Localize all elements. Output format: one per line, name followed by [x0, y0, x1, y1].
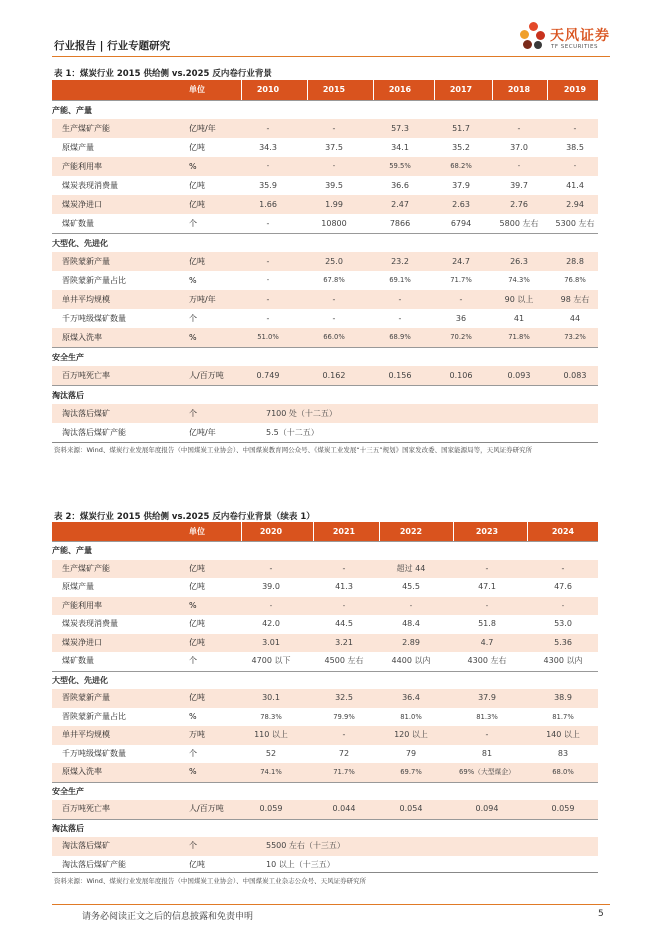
value-cell: - — [342, 601, 346, 610]
value-cell: 45.5 — [402, 582, 420, 591]
tf-securities-logo — [520, 22, 616, 58]
value-cell: 67.8% — [323, 276, 345, 284]
value-cell: 51.8 — [478, 619, 496, 628]
row-label: 煤炭表现消费量 — [62, 619, 118, 628]
value-cell: 2.63 — [452, 200, 470, 209]
row-label: 煤矿数量 — [62, 219, 94, 228]
value-cell: 4.7 — [480, 637, 494, 647]
value-cell: - — [398, 295, 402, 304]
row-label: 百万吨死亡率 — [62, 804, 110, 813]
value-cell: 30.1 — [262, 693, 280, 702]
value-cell: 71.7% — [333, 768, 355, 776]
value-cell: - — [573, 162, 577, 170]
value-cell: 68.9% — [389, 333, 411, 341]
value-cell: 140 以上 — [546, 730, 580, 739]
value-cell: 10800 — [321, 219, 347, 228]
section-row — [52, 782, 598, 801]
column-header: 2015 — [322, 85, 346, 94]
value-cell: 37.0 — [510, 143, 528, 152]
value-cell: 44.5 — [335, 619, 353, 628]
value-cell: 44 — [569, 314, 581, 323]
value-cell: 37.5 — [325, 143, 343, 152]
value-cell: 73.2% — [564, 333, 586, 341]
row-label: 原煤产量 — [62, 143, 94, 152]
value-cell: 2.89 — [402, 637, 420, 647]
table-row — [52, 708, 598, 727]
table-row — [52, 652, 598, 671]
table-header-row — [52, 522, 598, 541]
value-cell: 0.162 — [322, 371, 346, 380]
value-cell: 32.5 — [335, 693, 353, 702]
value-cell: 5800 左右 — [499, 219, 539, 228]
section-label: 产能、产量 — [52, 546, 92, 555]
value-cell: - — [342, 563, 346, 573]
section-row — [52, 541, 598, 560]
value-cell: - — [332, 295, 336, 304]
section-row — [52, 385, 598, 404]
table-row — [52, 837, 598, 856]
row-label: 淘汰落后煤矿产能 — [62, 428, 126, 437]
unit-cell: 亿吨 — [189, 637, 205, 647]
row-label: 晋陕蒙新产量占比 — [62, 276, 126, 285]
value-cell: 59.5% — [389, 162, 411, 170]
section-row — [52, 347, 598, 366]
value-cell: 69.1% — [389, 276, 411, 284]
column-header: 2010 — [256, 85, 280, 94]
page-number: 5 — [598, 909, 604, 919]
value-cell: 38.9 — [554, 693, 572, 702]
value-cell: 69%（大型煤企） — [459, 768, 515, 776]
unit-cell: 个 — [189, 314, 197, 323]
row-label: 千万吨级煤矿数量 — [62, 314, 126, 323]
row-label: 晋陕蒙新产量 — [62, 257, 110, 266]
footer-rule — [52, 904, 610, 905]
value-cell: - — [342, 730, 346, 739]
value-cell: 0.059 — [259, 804, 283, 813]
value-cell: 41.4 — [566, 181, 584, 190]
value-cell: - — [269, 601, 273, 610]
value-cell: 51.0% — [257, 333, 279, 341]
value-cell: - — [332, 124, 336, 133]
table-row — [52, 404, 598, 423]
column-separator — [527, 522, 528, 541]
value-cell: 1.66 — [259, 200, 277, 209]
column-header: 单位 — [189, 527, 205, 536]
value-cell: 41.3 — [335, 582, 353, 591]
value-cell: - — [573, 124, 577, 133]
row-label: 淘汰落后煤矿产能 — [62, 859, 126, 869]
value-cell: 3.01 — [262, 637, 280, 647]
value-cell: 72 — [338, 748, 350, 758]
section-row — [52, 100, 598, 119]
unit-cell: % — [189, 711, 197, 721]
value-cell: - — [266, 257, 270, 266]
row-label: 单井平均规模 — [62, 295, 110, 304]
column-header: 2020 — [259, 527, 283, 536]
logo-english-name: TF SECURITIES — [551, 44, 598, 50]
column-separator — [241, 522, 242, 541]
value-cell: - — [266, 314, 270, 323]
value-cell: 57.3 — [391, 124, 409, 133]
row-label: 淘汰落后煤矿 — [62, 841, 110, 850]
value-cell: 51.7 — [452, 124, 470, 133]
value-cell: 5500 左右（十三五） — [266, 841, 345, 850]
unit-cell: 个 — [189, 409, 197, 418]
value-cell: 0.093 — [507, 371, 531, 380]
unit-cell: 亿吨 — [189, 257, 205, 266]
table2 — [52, 522, 598, 874]
value-cell: 4700 以下 — [251, 656, 291, 665]
value-cell: 0.094 — [475, 804, 499, 813]
value-cell: 39.0 — [262, 582, 280, 591]
table-row — [52, 252, 598, 271]
value-cell: 39.7 — [510, 181, 528, 190]
value-cell: 81 — [481, 748, 493, 758]
row-label: 煤炭净进口 — [62, 200, 102, 209]
row-label: 产能利用率 — [62, 600, 102, 610]
column-header: 2021 — [332, 527, 356, 536]
unit-cell: 亿吨 — [189, 200, 205, 209]
column-separator — [492, 80, 493, 100]
section-label: 大型化、先进化 — [52, 239, 108, 248]
value-cell: 3.21 — [335, 637, 353, 647]
column-separator — [434, 80, 435, 100]
value-cell: - — [561, 601, 565, 610]
value-cell: - — [459, 295, 463, 304]
column-separator — [313, 522, 314, 541]
value-cell: 7866 — [389, 219, 411, 228]
value-cell: 110 以上 — [254, 730, 288, 739]
value-cell: 70.2% — [450, 333, 472, 341]
value-cell: 81.3% — [476, 712, 498, 721]
value-cell: 28.8 — [566, 257, 584, 266]
value-cell: 36.6 — [391, 181, 409, 190]
value-cell: 0.749 — [256, 371, 280, 380]
unit-cell: % — [189, 276, 197, 285]
value-cell: 74.3% — [508, 276, 530, 284]
table-row — [52, 195, 598, 214]
unit-cell: 亿吨 — [189, 181, 205, 190]
table1 — [52, 80, 598, 442]
unit-cell: 亿吨 — [189, 563, 205, 573]
value-cell: - — [269, 563, 273, 573]
value-cell: 38.5 — [566, 143, 584, 152]
column-header: 2022 — [399, 527, 423, 536]
unit-cell: 万吨 — [189, 730, 205, 739]
section-label: 产能、产量 — [52, 106, 92, 115]
value-cell: 2.94 — [566, 200, 584, 209]
unit-cell: 亿吨 — [189, 859, 205, 869]
column-header: 单位 — [189, 85, 205, 94]
column-separator — [453, 522, 454, 541]
table-row — [52, 328, 598, 347]
unit-cell: 亿吨/年 — [189, 124, 216, 133]
value-cell: 4500 左右 — [324, 656, 364, 665]
value-cell: 35.2 — [452, 143, 470, 152]
value-cell: 0.059 — [551, 804, 575, 813]
value-cell: 120 以上 — [394, 730, 428, 739]
unit-cell: 个 — [189, 656, 197, 665]
value-cell: 4300 左右 — [467, 656, 507, 665]
unit-cell: 亿吨 — [189, 143, 205, 152]
row-label: 淘汰落后煤矿 — [62, 409, 110, 418]
column-separator — [307, 80, 308, 100]
row-label: 煤炭表现消费量 — [62, 181, 118, 190]
row-label: 煤矿数量 — [62, 656, 94, 665]
value-cell: 83 — [557, 748, 569, 758]
value-cell: 2.47 — [391, 200, 409, 209]
section-label: 安全生产 — [52, 786, 84, 796]
value-cell: 71.7% — [450, 276, 472, 284]
section-row — [52, 233, 598, 252]
table-row — [52, 271, 598, 290]
value-cell: 90 以上 — [504, 295, 534, 304]
value-cell: 53.0 — [554, 619, 572, 628]
table-row — [52, 214, 598, 233]
row-label: 产能利用率 — [62, 162, 102, 171]
value-cell: 37.9 — [478, 693, 496, 702]
value-cell: 0.054 — [399, 804, 423, 813]
section-label: 大型化、先进化 — [52, 675, 108, 685]
value-cell: 0.083 — [563, 371, 587, 380]
table-row — [52, 800, 598, 819]
table2-bottom-rule — [52, 872, 598, 873]
value-cell: - — [409, 601, 413, 610]
value-cell: 5300 左右 — [555, 219, 595, 228]
value-cell: 78.3% — [260, 712, 282, 721]
value-cell: - — [561, 563, 565, 573]
table-row — [52, 119, 598, 138]
unit-cell: % — [189, 333, 197, 342]
value-cell: 0.106 — [449, 371, 473, 380]
unit-cell: 个 — [189, 841, 197, 850]
value-cell: - — [332, 162, 336, 170]
column-header: 2023 — [475, 527, 499, 536]
row-label: 百万吨死亡率 — [62, 371, 110, 380]
value-cell: - — [266, 124, 270, 133]
unit-cell: 亿吨 — [189, 693, 205, 702]
value-cell: - — [398, 314, 402, 323]
table-row — [52, 763, 598, 782]
unit-cell: % — [189, 600, 197, 610]
value-cell: 25.0 — [325, 257, 343, 266]
value-cell: 5.5（十二五） — [266, 428, 319, 437]
table-row — [52, 597, 598, 616]
unit-cell: 个 — [189, 748, 197, 758]
table2-caption: 表 2：煤炭行业 2015 供给侧 vs.2025 反内卷行业背景（续表 1） — [54, 512, 315, 522]
row-label: 原煤入洗率 — [62, 767, 102, 776]
value-cell: 41 — [513, 314, 525, 323]
table-row — [52, 366, 598, 385]
value-cell: 36.4 — [402, 693, 420, 702]
row-label: 生产煤矿产能 — [62, 124, 110, 133]
table-row — [52, 138, 598, 157]
value-cell: 24.7 — [452, 257, 470, 266]
table-header-row — [52, 80, 598, 100]
value-cell: 47.6 — [554, 582, 572, 591]
value-cell: 74.1% — [260, 768, 282, 776]
value-cell: - — [266, 276, 270, 284]
value-cell: - — [266, 295, 270, 304]
unit-cell: 亿吨 — [189, 619, 205, 628]
table-row — [52, 157, 598, 176]
table1-source-note: 资料来源：Wind、煤炭行业发展年度报告（中国煤炭工业协会）、中国煤炭教育网公众号、《煤炭工业发展“十三五”规划》国家发改委、国家能源局等，天风证券研究所 — [54, 446, 533, 454]
value-cell: - — [485, 730, 489, 739]
table1-caption: 表 1：煤炭行业 2015 供给侧 vs.2025 反内卷行业背景 — [54, 69, 272, 79]
value-cell: 79.9% — [333, 712, 355, 721]
unit-cell: 个 — [189, 219, 197, 228]
value-cell: 69.7% — [400, 768, 422, 776]
row-label: 晋陕蒙新产量 — [62, 693, 110, 702]
value-cell: 0.044 — [332, 804, 356, 813]
unit-cell: 人/百万吨 — [189, 371, 224, 380]
value-cell: 81.0% — [400, 712, 422, 721]
value-cell: 34.3 — [259, 143, 277, 152]
table-row — [52, 726, 598, 745]
value-cell: 71.8% — [508, 333, 530, 341]
column-header: 2016 — [388, 85, 412, 94]
value-cell: 0.156 — [388, 371, 412, 380]
value-cell: 5.36 — [554, 637, 572, 647]
value-cell: 6794 — [450, 219, 472, 228]
table-row — [52, 634, 598, 653]
value-cell: 68.2% — [450, 162, 472, 170]
value-cell: - — [517, 124, 521, 133]
value-cell: - — [266, 219, 270, 228]
value-cell: 1.99 — [325, 200, 343, 209]
section-label: 安全生产 — [52, 353, 84, 362]
row-label: 晋陕蒙新产量占比 — [62, 711, 126, 721]
column-separator — [241, 80, 242, 100]
value-cell: 4400 以内 — [391, 656, 431, 665]
value-cell: 48.4 — [402, 619, 420, 628]
table-row — [52, 689, 598, 708]
unit-cell: 万吨/年 — [189, 295, 216, 304]
table2-source-note: 资料来源：Wind、煤炭行业发展年度报告（中国煤炭工业协会）、中国煤炭工业杂志公众号、天风证券研究所 — [54, 877, 367, 885]
table-row — [52, 423, 598, 442]
value-cell: - — [517, 162, 521, 170]
table-row — [52, 578, 598, 597]
unit-cell: 亿吨 — [189, 582, 205, 591]
flower-logo-icon — [520, 22, 546, 52]
value-cell: 36 — [455, 314, 467, 323]
value-cell: - — [485, 563, 489, 573]
table-row — [52, 615, 598, 634]
footer-disclaimer: 请务必阅读正文之后的信息披露和免责申明 — [82, 912, 254, 922]
column-separator — [373, 80, 374, 100]
unit-cell: 亿吨/年 — [189, 428, 216, 437]
value-cell: 42.0 — [262, 619, 280, 628]
table1-bottom-rule — [52, 442, 598, 443]
value-cell: 52 — [265, 748, 277, 758]
section-row — [52, 671, 598, 690]
column-separator — [547, 80, 548, 100]
value-cell: 4300 以内 — [543, 656, 583, 665]
table-row — [52, 176, 598, 195]
row-label: 煤炭净进口 — [62, 637, 102, 647]
row-label: 生产煤矿产能 — [62, 563, 110, 573]
row-label: 千万吨级煤矿数量 — [62, 748, 126, 758]
value-cell: 35.9 — [259, 181, 277, 190]
value-cell: 76.8% — [564, 276, 586, 284]
value-cell: 23.2 — [391, 257, 409, 266]
value-cell: 10 以上（十三五） — [266, 859, 335, 869]
value-cell: 37.9 — [452, 181, 470, 190]
table-row — [52, 290, 598, 309]
row-label: 原煤入洗率 — [62, 333, 102, 342]
value-cell: - — [332, 314, 336, 323]
value-cell: - — [266, 162, 270, 170]
section-label: 淘汰落后 — [52, 823, 84, 833]
section-row — [52, 819, 598, 838]
value-cell: 47.1 — [478, 582, 496, 591]
value-cell: 66.0% — [323, 333, 345, 341]
unit-cell: % — [189, 162, 197, 171]
report-header-title: 行业报告 | 行业专题研究 — [54, 40, 171, 52]
column-header: 2017 — [449, 85, 473, 94]
value-cell: 81.7% — [552, 712, 574, 721]
value-cell: 26.3 — [510, 257, 528, 266]
table-row — [52, 309, 598, 328]
section-label: 淘汰落后 — [52, 391, 84, 400]
column-header: 2018 — [507, 85, 531, 94]
row-label: 原煤产量 — [62, 582, 94, 591]
value-cell: 39.5 — [325, 181, 343, 190]
row-label: 单井平均规模 — [62, 730, 110, 739]
unit-cell: 人/百万吨 — [189, 804, 224, 813]
unit-cell: % — [189, 767, 197, 776]
column-header: 2024 — [551, 527, 575, 536]
value-cell: 68.0% — [552, 768, 574, 776]
value-cell: - — [485, 601, 489, 610]
table-row — [52, 745, 598, 764]
value-cell: 2.76 — [510, 200, 528, 209]
value-cell: 超过 44 — [396, 563, 426, 573]
value-cell: 79 — [405, 748, 417, 758]
table-row — [52, 560, 598, 579]
logo-chinese-name: 天风证券 — [550, 28, 610, 44]
column-separator — [379, 522, 380, 541]
column-header: 2019 — [563, 85, 587, 94]
value-cell: 34.1 — [391, 143, 409, 152]
value-cell: 7100 处（十二五） — [266, 409, 337, 418]
value-cell: 98 左右 — [560, 295, 590, 304]
